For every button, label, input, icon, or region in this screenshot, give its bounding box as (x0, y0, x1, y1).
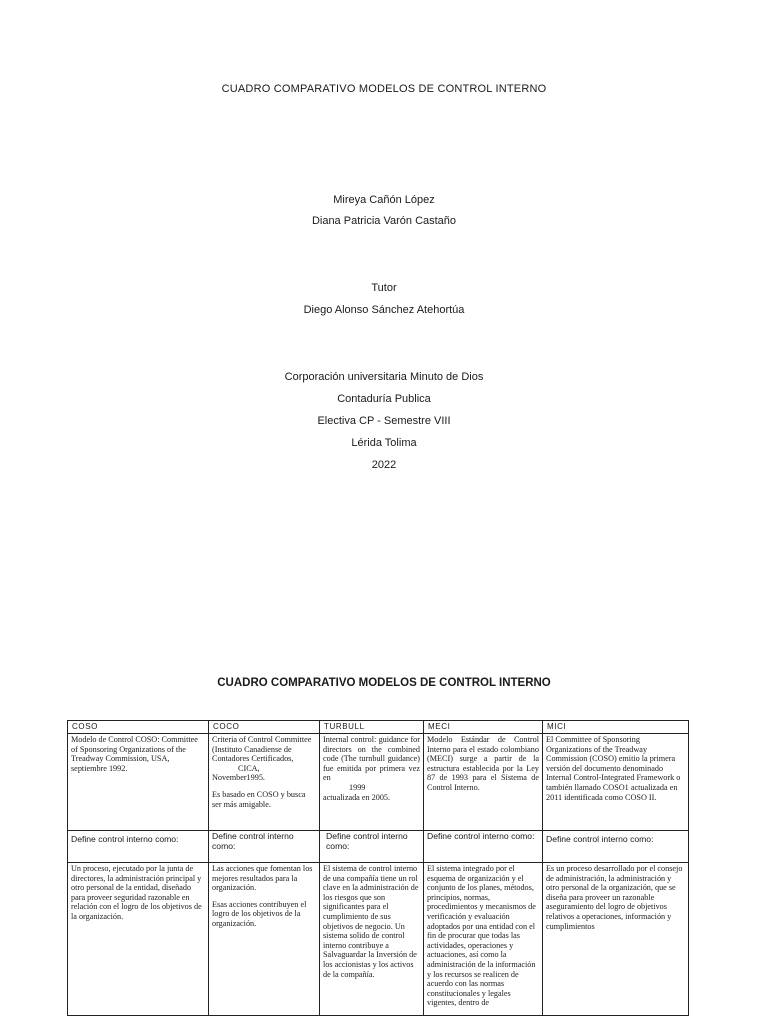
year: 2022 (371, 459, 397, 471)
author-1: Mireya Cañón López (333, 194, 435, 206)
coco-origin-3: November1995. (212, 773, 265, 783)
cell-coso-definition: Un proceso, ejecutado por la junta de directores, la administración principal y otro personal de la entidad, diseñado para proveer seguridad razonable en relación con el logro de los objetivos de la organización. (68, 863, 209, 1016)
turbull-origin-3: actualizada en 2005. (323, 792, 391, 802)
tutor-name: Diego Alonso Sánchez Atehortúa (303, 304, 465, 316)
cell-mici-define: Define control interno como: (543, 831, 689, 863)
header-coso: COSO (68, 721, 209, 734)
turbull-origin-1: Internal control: guidance for directors on the combined code (The turnbull guidance) fue emitida por primera vez en (323, 735, 420, 783)
cell-turbull-definition: El sistema de control interno de una compañía tiene un rol clave en la administración de los riesgos que son significantes para el cumplimiento de sus objetivos de negocio. Un sistema solido de control interno contribuye a Salvaguardar la Inversión de los accionistas y los activos de la compañía. (320, 863, 424, 1016)
comparison-title: CUADRO COMPARATIVO MODELOS DE CONTROL INTERNO (217, 677, 551, 689)
header-turbull: TURBULL (320, 721, 424, 734)
comparison-table (67, 720, 689, 1016)
cell-coco-origin (209, 734, 320, 831)
table-row-definition (68, 863, 689, 1016)
course: Electiva CP - Semestre VIII (317, 415, 451, 427)
cell-meci-definition: El sistema integrado por el esquema de organización y el conjunto de los planes, métodos, principios, normas, procedimientos y mecanismos de verificación y evaluación adoptados por una entidad con el fin de procurar que todas las actividades, operaciones y actuaciones, así como la administración de la información y los recursos se realicen de acuerdo con las normas constitucionales y legales vigentes, dentro de (424, 863, 543, 1016)
header-coco: COCO (209, 721, 320, 734)
cell-coso-origin: Modelo de Control COSO: Committee of Sponsoring Organizations of the Treadway Commission, USA, septiembre 1992. (68, 734, 209, 831)
cell-turbull-define: Define control interno como: (320, 831, 424, 863)
header-mici: MICI (543, 721, 689, 734)
coco-origin-1: Criteria of Control Committee (Instituto Canadiense de Contadores Certificados, (212, 735, 312, 764)
table-row-origin (68, 734, 689, 831)
cell-meci-define: Define control interno como: (424, 831, 543, 863)
table-row-define-label (68, 831, 689, 863)
coco-definition-1: Las acciones que fomentan los mejores resultados para la organización. (212, 864, 313, 893)
cell-coso-define: Define control interno como: (68, 831, 209, 863)
coco-origin-4: Es basado en COSO y busca ser más amigable. (212, 789, 306, 809)
cell-coco-define: Define control interno como: (209, 831, 320, 863)
cover-title: CUADRO COMPARATIVO MODELOS DE CONTROL INTERNO (221, 83, 547, 95)
coco-origin-2: CICA, (238, 763, 260, 773)
cell-meci-origin: Modelo Estándar de Control Interno para el estado colombiano (MECI) surge a partir de la estructura establecida por la Ley 87 de 1993 para el Sistema de Control Interno. (424, 734, 543, 831)
institution: Corporación universitaria Minuto de Dios (284, 371, 484, 383)
coco-definition-2: Esas acciones contribuyen el logro de los objetivos de la organización. (212, 899, 307, 928)
tutor-label: Tutor (371, 282, 397, 294)
cell-turbull-origin (320, 734, 424, 831)
cell-mici-definition: Es un proceso desarrollado por el consejo de administración, la administración y otro personal de la organización, que se diseña para proveer un razonable aseguramiento del logro de objetivos relativos a operaciones, información y cumplimientos (543, 863, 689, 1016)
program: Contaduría Publica (337, 393, 431, 405)
turbull-origin-2: 1999 (349, 782, 366, 792)
location: Lérida Tolima (351, 437, 417, 449)
cell-coco-definition (209, 863, 320, 1016)
cell-mici-origin: El Committee of Sponsoring Organizations of the Treadway Commission (COSO) emitio la primera versión del documento denominado Internal Control-Integrated Framework o también llamado COSO1 actualizada en 2011 identificada como COSO II. (543, 734, 689, 831)
author-2: Diana Patricia Varón Castaño (311, 215, 457, 227)
header-meci: MECI (424, 721, 543, 734)
table-header-row (68, 721, 689, 734)
